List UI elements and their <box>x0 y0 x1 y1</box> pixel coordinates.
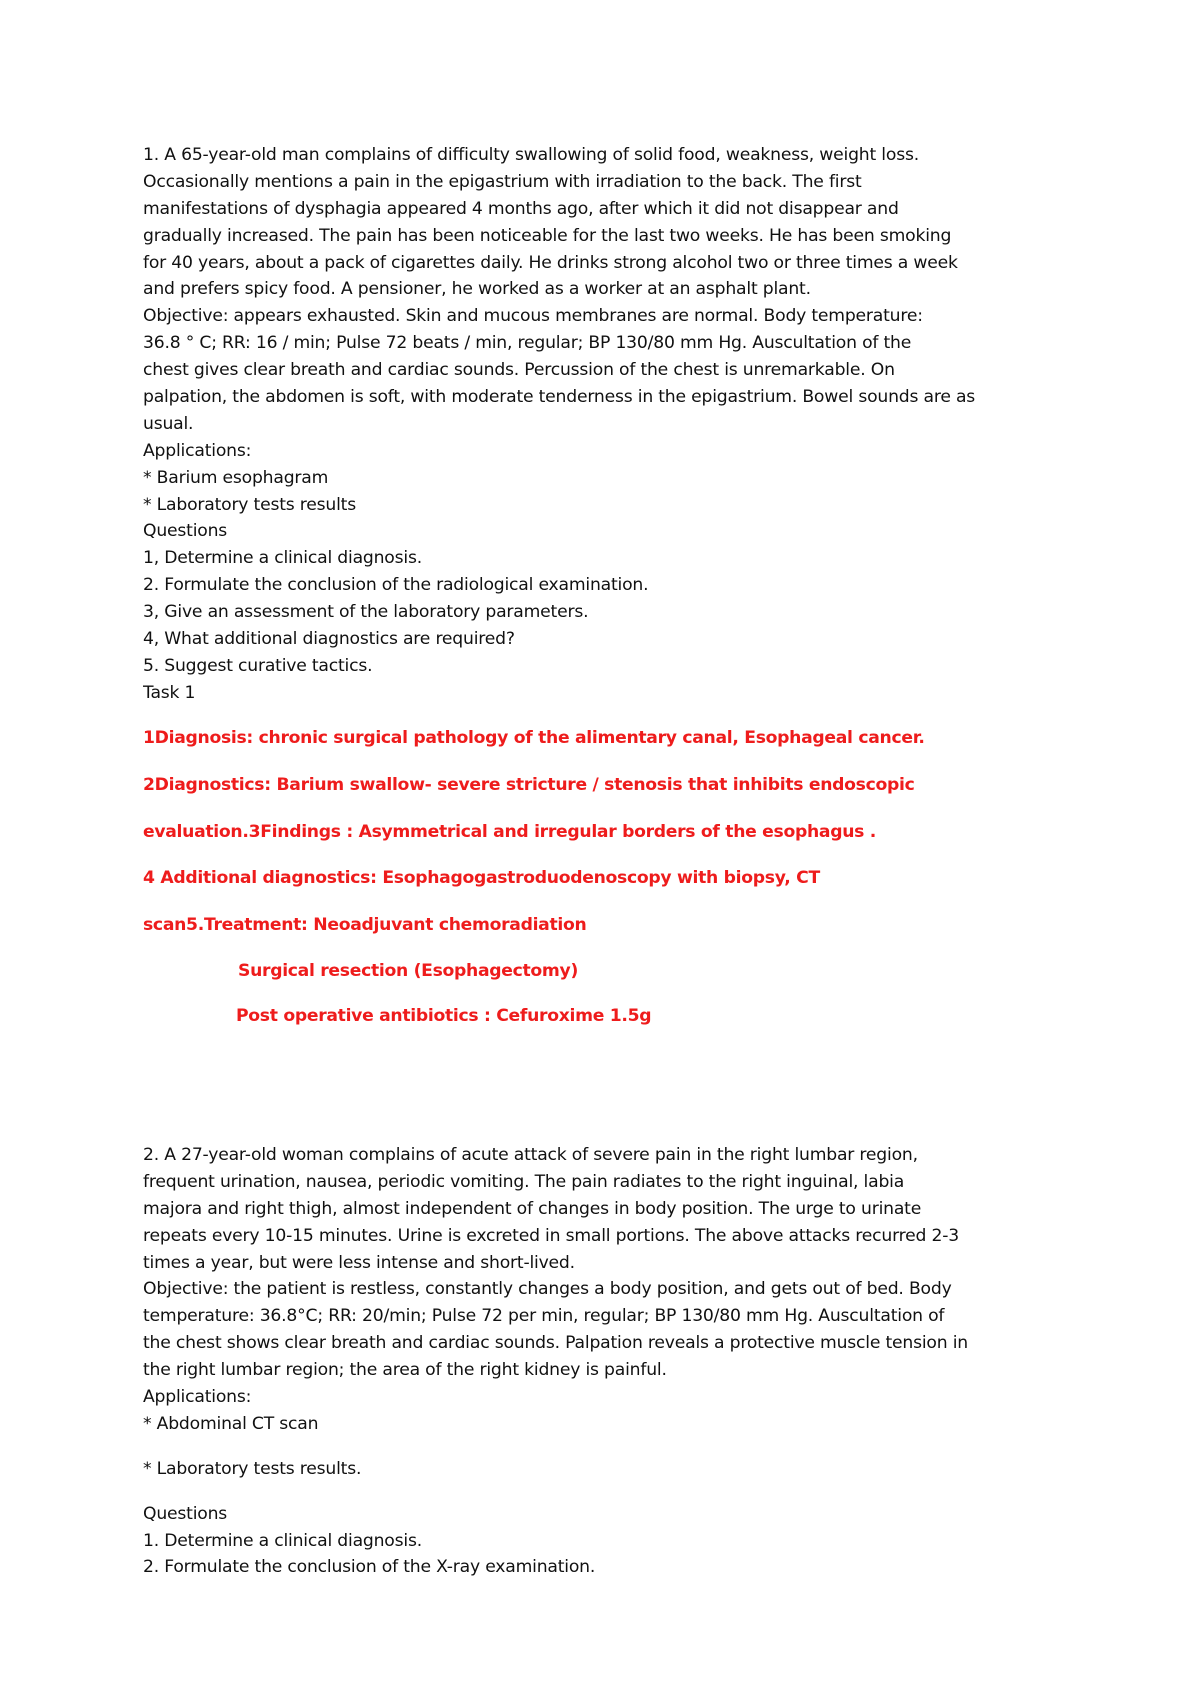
case-2-line: repeats every 10-15 minutes. Urine is excreted in small portions. The above attacks recurred 2-3 <box>143 1225 959 1246</box>
case-2-line: majora and right thigh, almost independent of changes in body position. The urge to urinate <box>143 1198 922 1219</box>
case-1-line: Applications: <box>143 440 252 461</box>
case-2-text <box>143 1142 1063 1581</box>
case-2-line: 2. A 27-year-old woman complains of acute attack of severe pain in the right lumbar region, <box>143 1145 918 1165</box>
case-2-line: Applications: <box>143 1387 252 1408</box>
case-2-line: Objective: the patient is restless, constantly changes a body position, and gets out of bed. Body <box>143 1279 952 1300</box>
case-1-line: manifestations of dysphagia appeared 4 months ago, after which it did not disappear and <box>143 198 899 219</box>
case-1-line: 2. Formulate the conclusion of the radiological examination. <box>143 575 649 596</box>
case-1-line: 3, Give an assessment of the laboratory parameters. <box>143 602 589 623</box>
case-2-line: 1. Determine a clinical diagnosis. <box>143 1530 422 1551</box>
case-1-line: for 40 years, about a pack of cigarettes daily. He drinks strong alcohol two or three times a week <box>143 252 958 273</box>
case-2-line: temperature: 36.8°C; RR: 20/min; Pulse 72 per min, regular; BP 130/80 mm Hg. Auscultation of <box>143 1306 945 1327</box>
case-1-line: 4, What additional diagnostics are required? <box>143 629 515 650</box>
case-1-line: chest gives clear breath and cardiac sounds. Percussion of the chest is unremarkable. On <box>143 360 895 381</box>
case-1-text <box>143 142 1063 707</box>
answer-additional-diagnostics: 4 Additional diagnostics: Esophagogastroduodenoscopy with biopsy, CT <box>143 868 820 888</box>
case-1-line: gradually increased. The pain has been noticeable for the last two weeks. He has been smoking <box>143 225 952 246</box>
case-2-line: frequent urination, nausea, periodic vomiting. The pain radiates to the right inguinal, labia <box>143 1171 905 1192</box>
case-1-line: Occasionally mentions a pain in the epigastrium with irradiation to the back. The first <box>143 171 862 192</box>
case-1-line: * Barium esophagram <box>143 467 329 488</box>
answer-diagnosis: 1Diagnosis: chronic surgical pathology of the alimentary canal, Esophageal cancer. <box>143 728 925 748</box>
case-2-line: * Abdominal CT scan <box>143 1413 319 1434</box>
case-2-line: * Laboratory tests results. <box>143 1458 362 1479</box>
case-1-line: and prefers spicy food. A pensioner, he worked as a worker at an asphalt plant. <box>143 279 811 300</box>
case-1-line: 1, Determine a clinical diagnosis. <box>143 548 422 569</box>
answer-diagnostics: 2Diagnostics: Barium swallow- severe stricture / stenosis that inhibits endoscopic <box>143 775 915 795</box>
answer-treatment: scan5.Treatment: Neoadjuvant chemoradiation <box>143 915 587 935</box>
case-1-line: Questions <box>143 521 228 542</box>
case-1-line: Objective: appears exhausted. Skin and mucous membranes are normal. Body temperature: <box>143 306 923 327</box>
answer-treatment-surgery: Surgical resection (Esophagectomy) <box>238 961 579 981</box>
case-1-line: 5. Suggest curative tactics. <box>143 655 373 676</box>
case-1-line: * Laboratory tests results <box>143 494 356 515</box>
case-1-line: usual. <box>143 413 194 434</box>
case-2-line: the chest shows clear breath and cardiac sounds. Palpation reveals a protective muscle tension in <box>143 1333 968 1354</box>
case-1-line: palpation, the abdomen is soft, with moderate tenderness in the epigastrium. Bowel sounds are as <box>143 387 976 408</box>
case-2-line: times a year, but were less intense and short-lived. <box>143 1252 575 1273</box>
case-2-line: 2. Formulate the conclusion of the X-ray examination. <box>143 1557 596 1578</box>
answer-findings: evaluation.3Findings : Asymmetrical and irregular borders of the esophagus . <box>143 822 876 842</box>
case-1-line: 36.8 ° C; RR: 16 / min; Pulse 72 beats / min, regular; BP 130/80 mm Hg. Auscultation of the <box>143 333 912 354</box>
case-1-line: 1. A 65-year-old man complains of difficulty swallowing of solid food, weakness, weight loss. <box>143 145 919 165</box>
case-2-line: the right lumbar region; the area of the right kidney is painful. <box>143 1360 667 1381</box>
case-2-line: Questions <box>143 1503 228 1524</box>
answer-treatment-antibiotics: Post operative antibiotics : Cefuroxime 1.5g <box>236 1006 652 1026</box>
case-1-line: Task 1 <box>143 682 196 703</box>
